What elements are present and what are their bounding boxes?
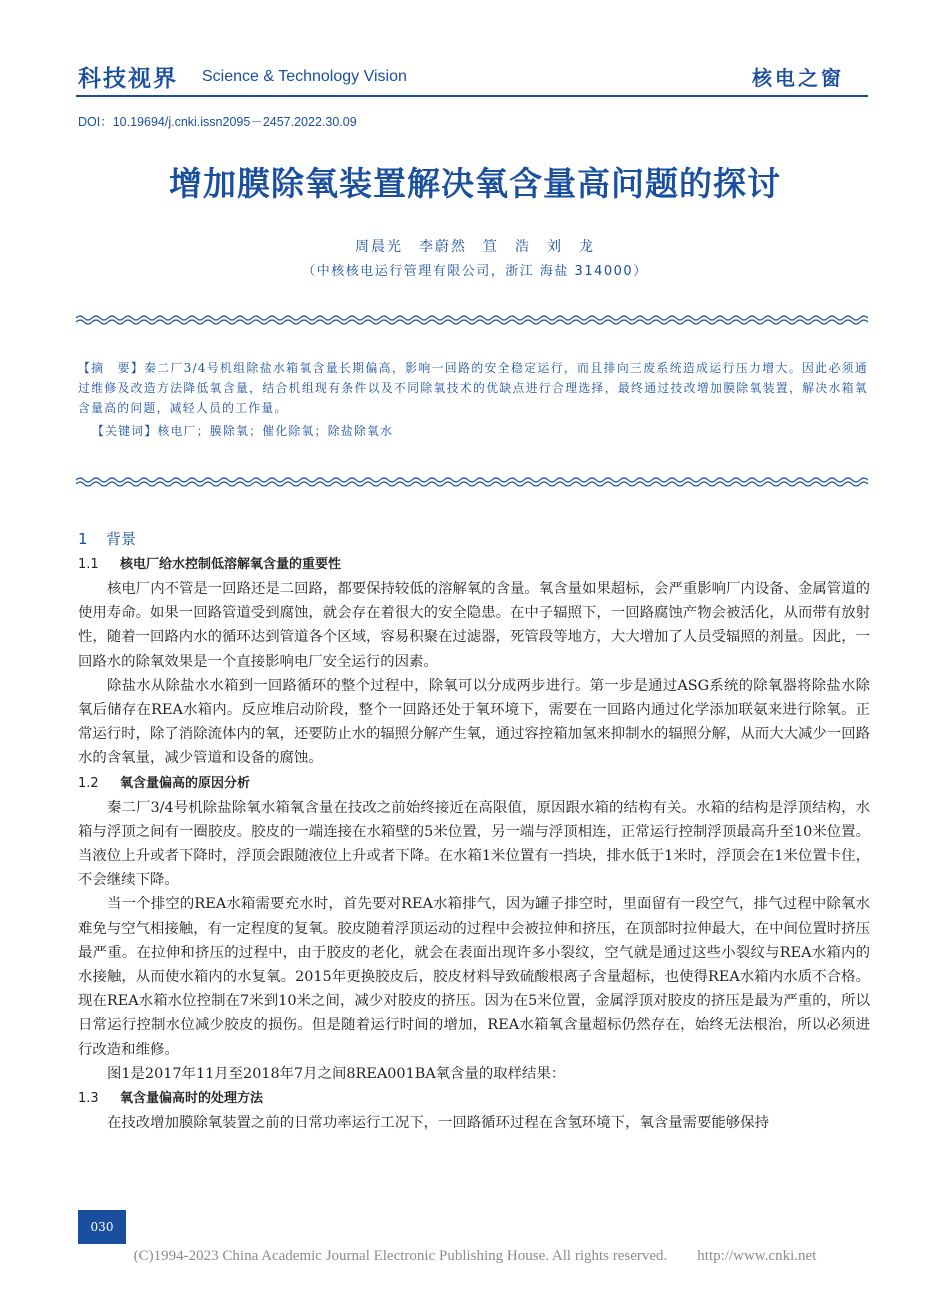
- section-number: 1: [78, 530, 88, 548]
- paragraph: 在技改增加膜除氧装置之前的日常功率运行工况下，一回路循环过程在含氢环境下，氧含量需要能够保持: [107, 1115, 769, 1132]
- abstract: 【摘 要】秦二厂3/4号机组除盐水箱氧含量长期偏高，影响一回路的安全稳定运行，而且排向三废系统造成运行压力增大。因此必须通过维修及改造方法降低氧含量，结合机组现有条件以及不同除氧技术的优缺点进行合理选择，最终通过技改增加膜除氧装置，解决水箱氧含量高的问题，减轻人员的工作量。: [78, 361, 868, 415]
- authors: 周晨光 李蔚然 笪 浩 刘 龙: [355, 239, 595, 255]
- keywords: 【关键词】核电厂；膜除氧；催化除氧；除盐除氧水: [92, 424, 394, 438]
- wave-divider-top: [76, 314, 868, 326]
- section-title: 背景: [106, 530, 137, 548]
- article-title: 增加膜除氧装置解决氧含量高问题的探讨: [169, 164, 781, 203]
- paragraph: 核电厂内不管是一回路还是二回路，都要保持较低的溶解氧的含量。氧含量如果超标，会严重影响厂内设备、金属管道的使用寿命。如果一回路管道受到腐蚀，就会存在着很大的安全隐患。在中子辐照下，一回路腐蚀产物会被活化，从而带有放射性，随着一回路内水的循环达到管道各个区域，容易积聚在过滤器，死管段等地方，大大增加了人员受辐照的剂量。因此，一回路水的除氧效果是一个直接影响电厂安全运行的因素。: [78, 581, 870, 670]
- article-body: [78, 526, 870, 1135]
- subsection-number: 1.3: [78, 1091, 99, 1107]
- affiliation: （中核核电运行管理有限公司，浙江 海盐 314000）: [302, 264, 648, 279]
- copyright-footer: (C)1994-2023 China Academic Journal Electronic Publishing House. All rights reserved. http://www.cnki.net: [133, 1248, 817, 1264]
- paragraph: 图1是2017年11月至2018年7月之间8REA001BA氧含量的取样结果：: [107, 1065, 566, 1082]
- header-rule: [76, 95, 868, 97]
- subsection-heading: [78, 771, 870, 796]
- subsection-title: 氧含量偏高的原因分析: [120, 775, 251, 791]
- section-label: 核电之窗: [752, 66, 844, 90]
- paragraph: 当一个排空的REA水箱需要充水时，首先要对REA水箱排气，因为罐子排空时，里面留有一段空气，排气过程中除氧水难免与空气相接触，有一定程度的复氧。胶皮随着浮顶运动的过程中会被拉伸和挤压，在顶部时拉伸最大，在中间位置时挤压最严重。在拉伸和挤压的过程中，由于胶皮的老化，就会在表面出现许多小裂纹，空气就是通过这些小裂纹与REA水箱内的水接触，从而使水箱内的水复氧。2015年更换胶皮后，胶皮材料导致硫酸根离子含量超标，也使得REA水箱内水质不合格。现在REA水箱水位控制在7米到10米之间，减少对胶皮的挤压。因为在5米位置，金属浮顶对胶皮的挤压是最为严重的，所以日常运行控制水位减少胶皮的损伤。但是随着运行时间的增加，REA水箱氧含量超标仍然存在，始终无法根治，所以必须进行改造和维修。: [78, 896, 870, 1058]
- subsection-title: 氧含量偏高时的处理方法: [120, 1091, 264, 1107]
- paragraph: 除盐水从除盐水水箱到一回路循环的整个过程中，除氧可以分成两步进行。第一步是通过ASG系统的除氧器将除盐水除氧后储存在REA水箱内。反应堆启动阶段，整个一回路还处于氧环境下，需要在一回路内通过化学添加联氨来进行除氧。正常运行时，除了消除流体内的氧，还要防止水的辐照分解产生氧，通过容控箱加氢来抑制水的辐照分解，从而大大减少一回路水的含氧量，减少管道和设备的腐蚀。: [78, 677, 870, 767]
- subsection-number: 1.1: [78, 557, 99, 572]
- subsection-title: 核电厂给水控制低溶解氧含量的重要性: [120, 557, 342, 572]
- subsection-heading: [78, 1086, 870, 1111]
- subsection-number: 1.2: [78, 775, 99, 791]
- doi: DOI：10.19694/j.cnki.issn2095－2457.2022.30.09: [78, 115, 357, 129]
- subsection-heading: [78, 552, 870, 577]
- journal-brand: 科技视界: [78, 65, 178, 92]
- section-heading: [78, 526, 870, 552]
- wave-divider-bottom: [76, 476, 868, 488]
- paragraph: 秦二厂3/4号机除盐除氧水箱氧含量在技改之前始终接近在高限值，原因跟水箱的结构有关。水箱的结构是浮顶结构，水箱与浮顶之间有一圈胶皮。胶皮的一端连接在水箱壁的5米位置，另一端与浮顶相连，正常运行控制浮顶最高升至10米位置。当液位上升或者下降时，浮顶会跟随液位上升或者下降。在水箱1米位置有一挡块，排水低于1米时，浮顶会在1米位置卡住，不会继续下降。: [78, 799, 870, 889]
- journal-brand-english: Science & Technology Vision: [202, 68, 407, 85]
- page-number: 030: [78, 1210, 126, 1244]
